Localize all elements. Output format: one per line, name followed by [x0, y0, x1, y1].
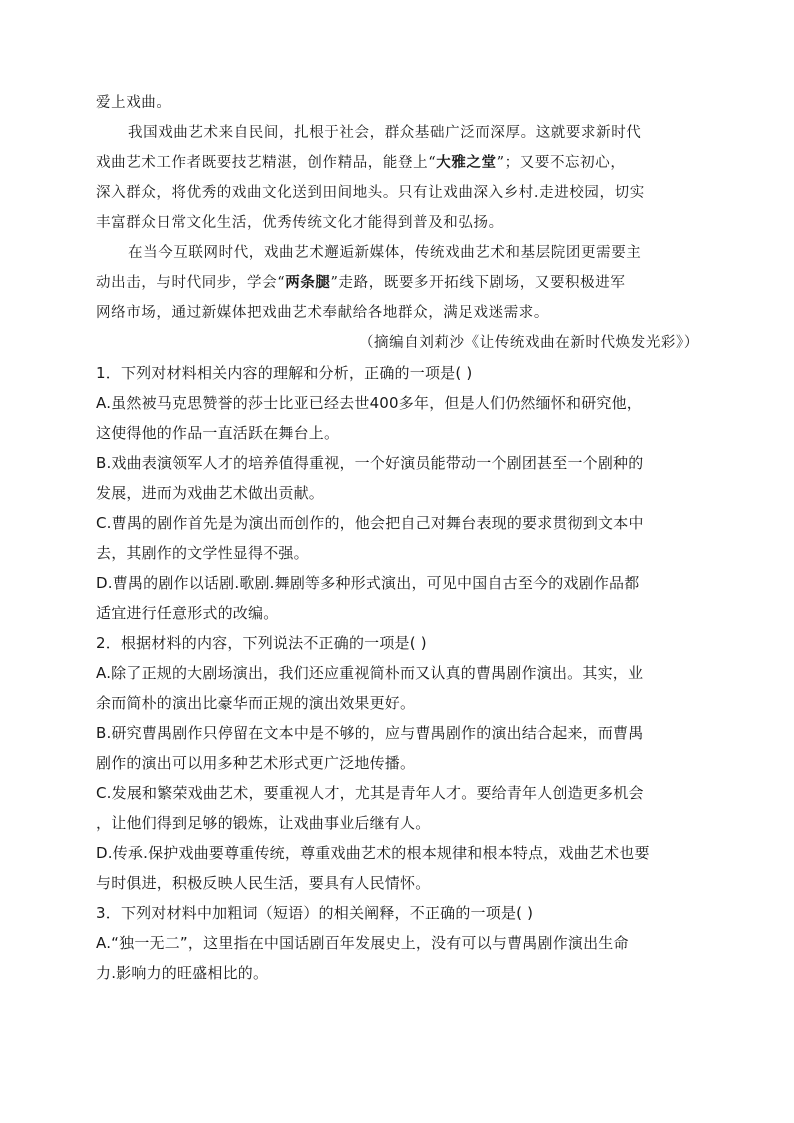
- passage-line: 爱上戏曲。: [96, 95, 172, 111]
- question-stem: 3．下列对材料中加粗词（短语）的相关阐释，不正确的一项是( ): [96, 904, 534, 922]
- option-a-line: 力.影响力的旺盛相比的。: [96, 964, 269, 982]
- option-d-line: D.传承.保护戏曲要尊重传统，尊重戏曲艺术的根本规律和根本特点，戏曲艺术也要: [96, 844, 650, 862]
- passage-line: 丰富群众日常文化生活，优秀传统文化才能得到普及和弘扬。: [96, 215, 504, 231]
- passage: [96, 88, 699, 358]
- text-run: ”走路，既要多开拓线下剧场，又要积极进军: [330, 275, 626, 291]
- option-a-line: 余而简朴的演出比豪华而正规的演出效果更好。: [96, 694, 416, 712]
- passage-line: 我国戏曲艺术来自民间，扎根于社会，群众基础广泛而深厚。这就要求新时代: [128, 125, 642, 141]
- option-a-line: 这使得他的作品一直活跃在舞台上。: [96, 424, 340, 442]
- source-citation: （摘编自刘莉沙《让传统戏曲在新时代焕发光彩》）: [358, 335, 699, 351]
- passage-line: 在当今互联网时代，戏曲艺术邂逅新媒体，传统戏曲艺术和基层院团更需要主: [128, 245, 642, 261]
- text-run: 戏曲艺术工作者既要技艺精湛，创作精品，能登上“: [96, 155, 437, 171]
- option-d-line: D.曹禺的剧作以话剧.歌剧.舞剧等多种形式演出，可见中国自古至今的戏剧作品都: [96, 574, 640, 592]
- text-run: 动出击，与时代同步，学会“: [96, 275, 286, 291]
- option-b-line: B.研究曹禺剧作只停留在文本中是不够的，应与曹禺剧作的演出结合起来，而曹禺: [96, 724, 644, 742]
- passage-line: [96, 268, 699, 298]
- passage-line: [96, 148, 699, 178]
- option-b-line: B.戏曲表演领军人才的培养值得重视，一个好演员能带动一个剧团甚至一个剧种的: [96, 454, 644, 472]
- option-d-line: 与时俱进，积极反映人民生活，要具有人民情怀。: [96, 874, 431, 892]
- text-run: ”；又要不忘初心，: [496, 155, 626, 171]
- option-b-line: 发展，进而为戏曲艺术做出贡献。: [96, 484, 325, 502]
- option-a-line: A.“独一无二”，这里指在中国话剧百年发展史上，没有可以与曹禺剧作演出生命: [96, 934, 629, 952]
- option-c-line: C.发展和繁荣戏曲艺术，要重视人才，尤其是青年人才。要给青年人创造更多机会: [96, 784, 644, 802]
- bold-phrase: 两条腿: [285, 274, 331, 291]
- passage-line: 深入群众，将优秀的戏曲文化送到田间地头。只有让戏曲深入乡村.走进校园，切实: [96, 185, 645, 201]
- questions: [96, 358, 699, 988]
- option-c-line: C.曹禺的剧作首先是为演出而创作的，他会把自己对舞台表现的要求贯彻到文本中: [96, 514, 644, 532]
- passage-line: 网络市场，通过新媒体把戏曲艺术奉献给各地群众，满足戏迷需求。: [96, 305, 549, 321]
- bold-phrase: 大雅之堂: [436, 154, 497, 171]
- option-a-line: A.虽然被马克思赞誉的莎士比亚已经去世400多年，但是人们仍然缅怀和研究他，: [96, 394, 642, 412]
- option-b-line: 剧作的演出可以用多种艺术形式更广泛地传播。: [96, 754, 416, 772]
- question-stem: 1．下列对材料相关内容的理解和分析，正确的一项是( ): [96, 364, 473, 382]
- document-page: [96, 88, 699, 988]
- question-stem: 2．根据材料的内容，下列说法不正确的一项是( ): [96, 634, 427, 652]
- option-a-line: A.除了正规的大剧场演出，我们还应重视简朴而又认真的曹禺剧作演出。其实，业: [96, 664, 644, 682]
- option-c-line: ，让他们得到足够的锻炼，让戏曲事业后继有人。: [96, 814, 431, 832]
- option-d-line: 适宜进行任意形式的改编。: [96, 604, 279, 622]
- option-c-line: 去，其剧作的文学性显得不强。: [96, 544, 309, 562]
